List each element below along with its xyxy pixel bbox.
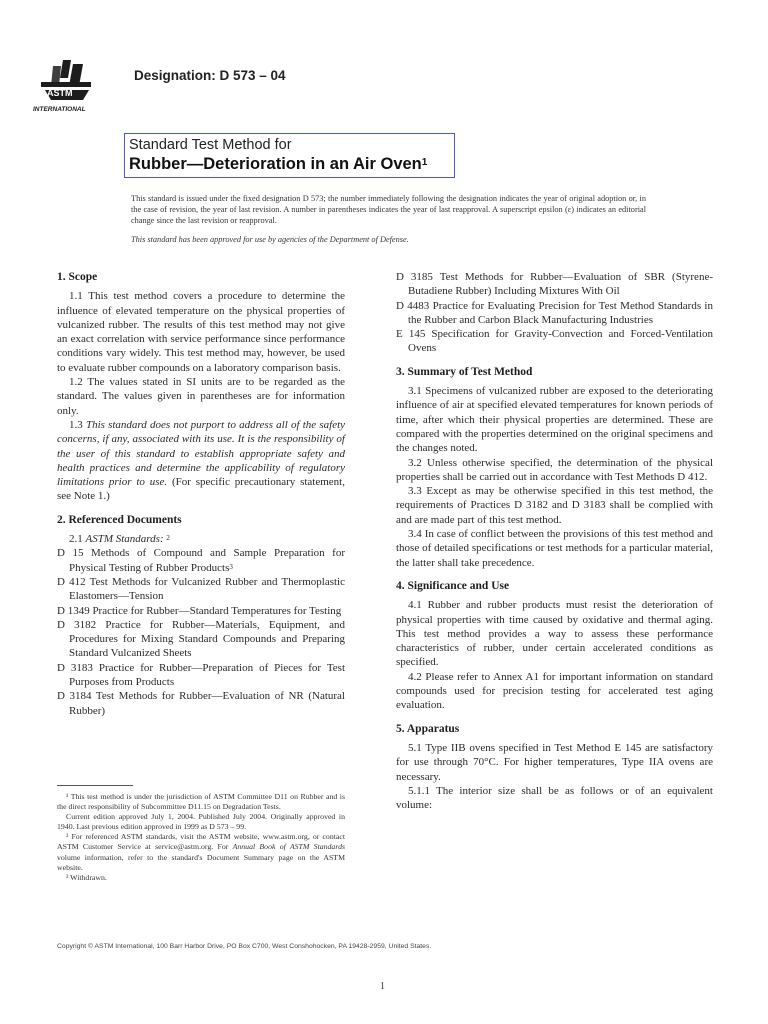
reference-mark: 3	[229, 562, 233, 571]
footnote-1-edition: Current edition approved July 1, 2004. Published July 2004. Originally approved in 1940. Last previous edition approved in 1999 as D 573 – 99.	[57, 812, 345, 832]
reference-text: D 3183 Practice for Rubber—Preparation of Pieces for Test Purposes from Products	[57, 661, 345, 689]
apparatus-paragraph-5-1: 5.1 Type IIB ovens specified in Test Method E 145 are satisfactory for use through 70°C. For higher temperatures, Type IIA ovens are necessary.	[396, 741, 713, 783]
significance-paragraph-4-1: 4.1 Rubber and rubber products must resist the deterioration of physical properties with time caused by oxidative and thermal aging. This test method provides a way to assess these performance characteristics of rubber, under certain accelerated conditions as specified.	[396, 599, 713, 669]
title-box	[124, 133, 455, 178]
summary-paragraph-3-1: 3.1 Specimens of vulcanized rubber are exposed to the deteriorating influence of air at specified elevated temperatures for known periods of time, after which their physical properties are determined. These are compared with the properties determined on the original specimens and the changes noted.	[396, 385, 713, 455]
astm-standards-subheading	[57, 532, 345, 546]
section-heading-apparatus: 5. Apparatus	[396, 722, 460, 735]
title-main: Rubber—Deterioration in an Air Oven	[129, 155, 422, 173]
scope-p3-italic: This standard does not purport to address all of the safety concerns, if any, associated with its use. It is the responsibility of the user of this standard to establish appropriate safety and health practices and determine the applicability of regulatory limitations prior to use.	[57, 418, 346, 489]
title-line-1: Standard Test Method for	[129, 137, 292, 153]
astm-logo	[33, 56, 123, 114]
scope-p3-tail: (For specific precautionary statement, see Note 1.)	[57, 476, 345, 503]
reference-item-d3183	[57, 661, 345, 690]
reference-item-d3185: D 3185 Test Methods for Rubber—Evaluation of SBR (Styrene-Butadiene Rubber) Including Mixtures With Oil	[396, 271, 713, 298]
footnote-divider	[57, 785, 133, 786]
reference-item-d412	[57, 575, 345, 604]
designation: Designation: D 573 – 04	[134, 68, 286, 83]
scope-paragraph-1-3	[57, 418, 345, 504]
summary-paragraph-3-2: 3.2 Unless otherwise specified, the determination of the physical properties shall be carried out in accordance with Test Methods D 412.	[396, 456, 713, 483]
intro-text: This standard is issued under the fixed designation D 573; the number immediately following the designation indicates the year of original adoption or, in the case of revision, the year of last revision. A number in parentheses indicates the year of last reapproval. A superscript epsilon (ε) indicates an editorial change since the last revision or reapproval.	[131, 194, 646, 225]
section-heading-significance: 4. Significance and Use	[396, 579, 510, 592]
refdocs-sub-mark: 2	[166, 534, 170, 543]
reference-text: D 3182 Practice for Rubber—Materials, Equipment, and Procedures for Mixing Standard Compounds and Preparing Standard Vulcanized Sheets	[57, 618, 345, 660]
footnote-2-italic: Annual Book of ASTM Standards	[232, 842, 346, 852]
section-heading-summary: 3. Summary of Test Method	[396, 365, 533, 378]
summary-paragraph-3-4: 3.4 In case of conflict between the provisions of this test method and those of detailed specifications or test methods for a particular material, the latter shall take precedence.	[396, 528, 713, 569]
logo-org-text: INTERNATIONAL	[33, 106, 86, 113]
reference-item-d3182	[57, 618, 345, 661]
right-column	[396, 270, 713, 812]
reference-text: D 1349 Practice for Rubber—Standard Temperatures for Testing	[57, 604, 342, 617]
footnote-1: ¹ This test method is under the jurisdiction of ASTM Committee D11 on Rubber and is the direct responsibility of Subcommittee D11.15 on Degradation Tests.	[57, 792, 345, 812]
title-line-2	[129, 154, 454, 174]
left-column	[57, 270, 345, 718]
scope-paragraph-1-1: 1.1 This test method covers a procedure to determine the influence of elevated temperature on the physical properties of vulcanized rubber. The results of this test method may not give an exact correlation with service performance since performance conditions vary widely. This test method may, however, be used to evaluate rubber compounds on a laboratory comparison basis.	[57, 290, 345, 374]
footnote-2-pre: ² For referenced ASTM standards, visit the ASTM website, www.astm.org, or contact ASTM Customer Service at service@astm.org. For	[57, 832, 345, 852]
footnote-3: ³ Withdrawn.	[66, 872, 107, 882]
copyright-notice: Copyright © ASTM International, 100 Barr Harbor Drive, PO Box C700, West Conshohocken, PA 19428-2959, United States.	[57, 943, 432, 950]
scope-p3-number: 1.3	[69, 418, 83, 431]
footnotes	[57, 792, 345, 883]
section-heading-referenced-documents: 2. Referenced Documents	[57, 513, 182, 526]
logo-letters: ASTM	[47, 88, 73, 98]
title-footnote-mark: 1	[421, 157, 428, 168]
reference-text: D 3184 Test Methods for Rubber—Evaluation of NR (Natural Rubber)	[57, 690, 345, 717]
footnote-2	[57, 832, 345, 872]
reference-item-e145: E 145 Specification for Gravity-Convection and Forced-Ventilation Ovens	[396, 328, 713, 355]
astm-logo-icon	[33, 56, 123, 114]
reference-item-d4483: D 4483 Practice for Evaluating Precision for Test Method Standards in the Rubber and Carbon Black Manufacturing Industries	[396, 299, 713, 326]
page-number: 1	[380, 981, 385, 992]
reference-item-d3184	[57, 689, 345, 718]
refdocs-sub-number: 2.1	[69, 533, 83, 546]
refdocs-sub-label: ASTM Standards:	[85, 533, 164, 546]
scope-paragraph-1-2: 1.2 The values stated in SI units are to be regarded as the standard. The values given in parentheses are for information only.	[57, 376, 345, 417]
footnote-2-post: volume information, refer to the standard's Document Summary page on the ASTM website.	[57, 852, 345, 872]
reference-text: D 15 Methods of Compound and Sample Preparation for Physical Testing of Rubber Products	[57, 547, 345, 574]
summary-paragraph-3-3: 3.3 Except as may be otherwise specified in this test method, the requirements of Practices D 3182 and D 3183 shall be complied with and are made part of this test method.	[396, 485, 713, 526]
intro-note: This standard has been approved for use by agencies of the Department of Defense.	[131, 235, 409, 244]
section-heading-scope: 1. Scope	[57, 271, 98, 283]
apparatus-paragraph-5-1-1: 5.1.1 The interior size shall be as follows or of an equivalent volume:	[396, 784, 713, 812]
reference-item-d1349	[57, 604, 345, 618]
reference-item-d15	[57, 546, 345, 575]
reference-text: D 412 Test Methods for Vulcanized Rubber and Thermoplastic Elastomers—Tension	[57, 575, 345, 603]
significance-paragraph-4-2: 4.2 Please refer to Annex A1 for important information on standard compounds used for precision testing for accelerated test aging evaluation.	[396, 670, 713, 712]
